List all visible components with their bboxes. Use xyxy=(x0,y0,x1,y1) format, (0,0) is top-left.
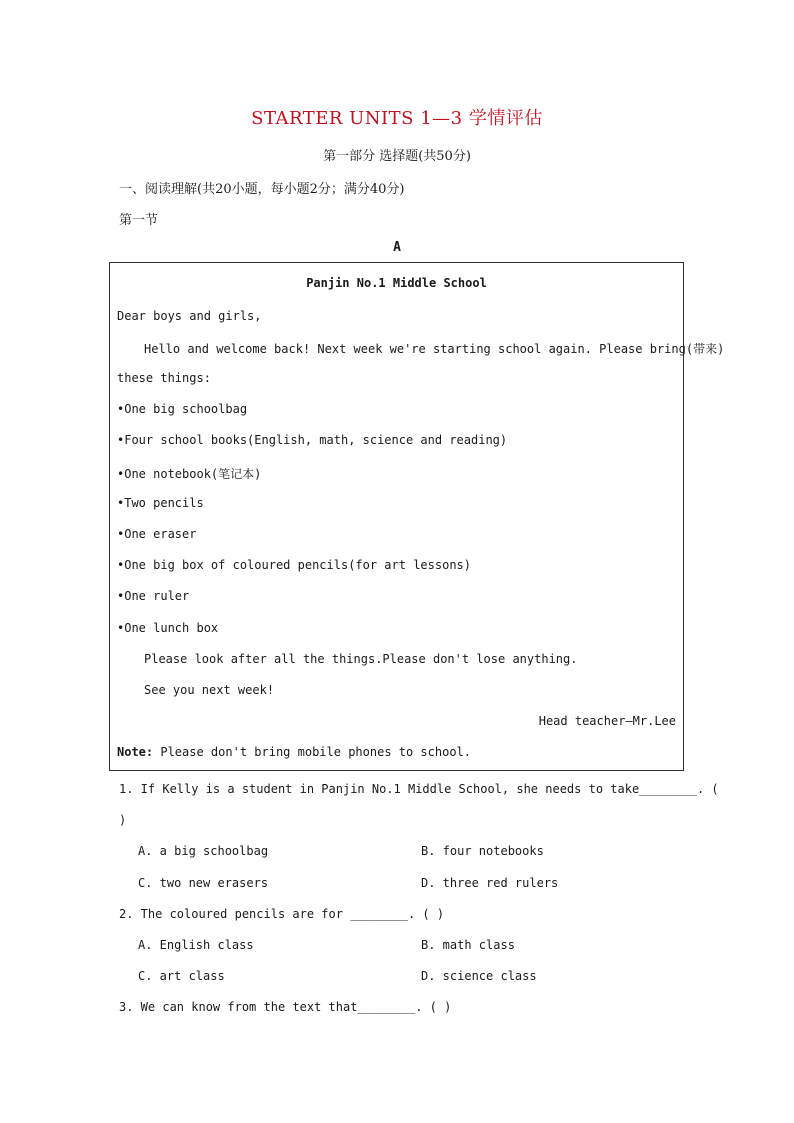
part-heading: 第一部分 选择题(共50分) xyxy=(323,149,471,164)
notice-closing-line2: See you next week! xyxy=(144,683,275,697)
question-1-stem: 1. If Kelly is a student in Panjin No.1 Middle School, she needs to take________. ( xyxy=(119,782,719,796)
note-text: Please don't bring mobile phones to school. xyxy=(153,745,472,759)
notice-list-item: •One eraser xyxy=(117,527,197,541)
question-3-stem: 3. We can know from the text that________. ( ) xyxy=(119,1000,452,1014)
notice-closing-line1: Please look after all the things.Please don't lose anything. xyxy=(144,652,578,666)
notice-intro-line2: these things: xyxy=(117,371,211,385)
notice-list-item: •One ruler xyxy=(117,589,190,603)
question-2-option-b: B. math class xyxy=(421,938,515,952)
question-1-option-d: D. three red rulers xyxy=(421,876,559,890)
notice-list-item: •One notebook(笔记本) xyxy=(117,467,262,481)
notice-note xyxy=(117,745,471,759)
notice-list-item: •One big box of coloured pencils(for art lessons) xyxy=(117,558,472,572)
notice-heading: Panjin No.1 Middle School xyxy=(306,276,487,290)
subsection-heading: 第一节 xyxy=(119,213,159,228)
notice-signature: Head teacher—Mr.Lee xyxy=(538,714,676,728)
question-1-option-a: A. a big schoolbag xyxy=(138,844,269,858)
notice-list-item: •Four school books(English, math, science and reading) xyxy=(117,433,508,447)
notice-intro-line1: Hello and welcome back! Next week we're starting school again. Please bring(带来) xyxy=(144,342,725,356)
notice-list-item: •One big schoolbag xyxy=(117,402,248,416)
question-1-option-c: C. two new erasers xyxy=(138,876,269,890)
section-heading: 一、阅读理解(共20小题，每小题2分；满分40分) xyxy=(119,182,405,197)
question-2-stem: 2. The coloured pencils are for ________. ( ) xyxy=(119,907,445,921)
notice-list-item: •Two pencils xyxy=(117,496,204,510)
question-2-option-d: D. science class xyxy=(421,969,537,983)
page-title: STARTER UNITS 1—3 学情评估 xyxy=(251,108,543,129)
notice-list-item: •One lunch box xyxy=(117,621,219,635)
passage-label: A xyxy=(393,240,401,255)
notice-greeting: Dear boys and girls, xyxy=(117,309,262,323)
question-1-stem-cont: ) xyxy=(119,813,127,827)
note-label: Note: xyxy=(117,745,154,759)
question-1-option-b: B. four notebooks xyxy=(421,844,544,858)
question-2-option-a: A. English class xyxy=(138,938,254,952)
question-2-option-c: C. art class xyxy=(138,969,225,983)
